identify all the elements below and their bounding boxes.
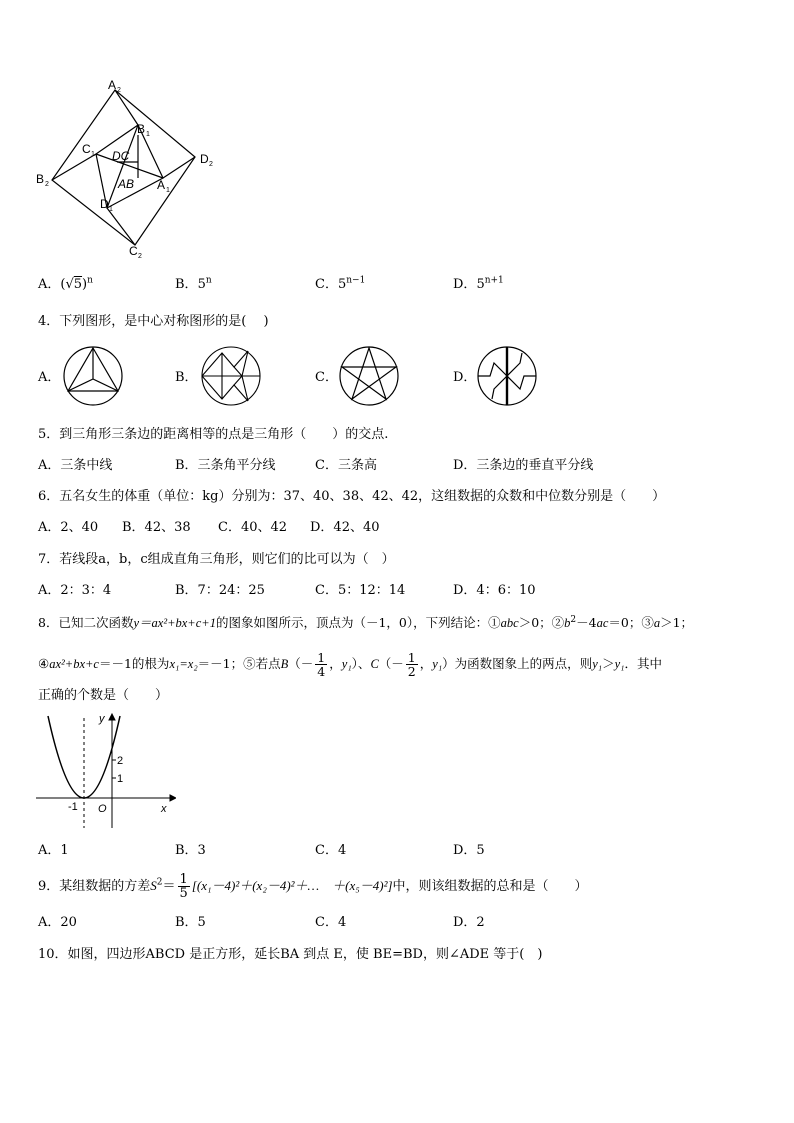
q10-stem: 10．如图，四边形ABCD 是正方形，延长BA 到点 E，使 BE=BD，则∠ADE 等于( ) (38, 947, 543, 962)
q8-option-a[interactable]: A．1 (38, 843, 69, 858)
q6-option-d[interactable]: D．42、40 (310, 520, 380, 535)
label-B2-sub: 2 (45, 181, 49, 188)
q5-option-a[interactable]: A．三条中线 (38, 458, 113, 473)
graph-origin: O (98, 803, 107, 815)
label-A1: A (157, 178, 166, 192)
graph-tick-minus1: -1 (68, 801, 78, 813)
q4-option-c[interactable]: C． (315, 370, 338, 385)
fraction-one-half: $\frac{1}{2}$ (407, 650, 416, 679)
label-D1-sub: 1 (109, 206, 113, 213)
q4-figure-d[interactable] (476, 345, 538, 407)
label-B1: B (137, 122, 146, 136)
q3-option-c[interactable]: C．$5^{n-1}$ (315, 275, 366, 292)
q8-parabola-graph (36, 712, 176, 832)
label-C1-sub: 1 (91, 151, 95, 158)
label-A2-sub: 2 (117, 87, 121, 94)
q7-stem: 7．若线段a，b，c组成直角三角形，则它们的比可以为（ ） (38, 552, 395, 567)
label-B1-sub: 1 (146, 131, 150, 138)
graph-y-label: y (99, 713, 105, 725)
label-C1: C (82, 142, 91, 156)
label-C2: C (129, 244, 138, 258)
q3-figure (30, 75, 230, 265)
q5-option-b[interactable]: B．三条角平分线 (175, 458, 276, 473)
label-D2: D (200, 152, 209, 166)
q7-option-d[interactable]: D．4：6：10 (453, 583, 536, 598)
q3-option-d[interactable]: D．$5^{n+1}$ (453, 275, 504, 292)
q3-option-b[interactable]: B．5$^n$ (175, 275, 212, 292)
q4-figure-c[interactable] (338, 345, 400, 407)
label-D2-sub: 2 (209, 161, 213, 168)
q7-option-a[interactable]: A．2：3：4 (38, 583, 112, 598)
q5-option-d[interactable]: D．三条边的垂直平分线 (453, 458, 594, 473)
q4-option-b[interactable]: B． (175, 370, 198, 385)
label-C2-sub: 2 (138, 253, 142, 260)
q7-option-c[interactable]: C．5：12：14 (315, 583, 406, 598)
q9-option-c[interactable]: C．4 (315, 915, 347, 930)
label-DC: DC (112, 149, 130, 163)
q3-option-a[interactable]: A．$(√5)^n$ (38, 275, 93, 292)
graph-tick-2: 2 (117, 755, 124, 767)
q4-stem: 4．下列图形，是中心对称图形的是( ) (38, 314, 269, 329)
q5-option-c[interactable]: C．三条高 (315, 458, 377, 473)
q4-figure-a[interactable] (62, 345, 124, 407)
q4-option-d[interactable]: D． (453, 370, 477, 385)
q4-figure-b[interactable] (200, 345, 262, 407)
q8-function: y＝ax²+bx+c+1 (133, 616, 216, 630)
label-B2: B (36, 172, 45, 186)
fraction-one-quarter: $\frac{1}{4}$ (317, 650, 326, 679)
q4-option-a[interactable]: A． (38, 370, 61, 385)
q6-stem: 6．五名女生的体重（单位：kg）分别为：37、40、38、42、42，这组数据的众数和中位数分别是（ ） (38, 489, 666, 504)
label-A2: A (108, 78, 117, 92)
q9-option-b[interactable]: B．5 (175, 915, 206, 930)
graph-x-label: x (161, 803, 167, 815)
label-D1: D (100, 197, 109, 211)
q5-stem: 5．到三角形三条边的距离相等的点是三角形（ ）的交点. (38, 427, 389, 442)
fraction-one-fifth: $\frac{1}{5}$ (179, 872, 188, 901)
q8-stem-line2: ④ax²+bx+c＝－1的根为x₁=x₂＝－1；⑤若点B（－ $\frac{1}{4}$ ，y₁）、C（－ $\frac{1}{2}$ ，y₁）为函数图象上的两点，则y₁＞y₁．其中 (38, 650, 663, 679)
q9-option-d[interactable]: D．2 (453, 915, 485, 930)
q8-option-d[interactable]: D．5 (453, 843, 485, 858)
label-A1-sub: 1 (166, 187, 170, 194)
q6-option-a[interactable]: A．2、40 (38, 520, 99, 535)
q7-option-b[interactable]: B．7：24：25 (175, 583, 265, 598)
q8-stem-line3: 正确的个数是（ ） (38, 688, 169, 703)
q9-option-a[interactable]: A．20 (38, 915, 77, 930)
label-AB: AB (118, 177, 135, 191)
q8-option-c[interactable]: C．4 (315, 843, 347, 858)
graph-tick-1: 1 (117, 773, 124, 785)
q8-option-b[interactable]: B．3 (175, 843, 206, 858)
q6-option-c[interactable]: C．40、42 (218, 520, 288, 535)
q6-option-b[interactable]: B．42、38 (122, 520, 191, 535)
q8-stem-line1: 8．已知二次函数y＝ax²+bx+c+1的图象如图所示，顶点为（－1，0），下列结论：①abc＞0；$②b^2-4ac=0$；③a＞1； (38, 614, 694, 630)
q9-stem: 9．某组数据的方差$S^2=$ $\frac{1}{5}$ [(x₁－4)²＋(x₂－4)²＋… ＋(x₅－4)²]中，则该组数据的总和是（ ） (38, 872, 588, 901)
